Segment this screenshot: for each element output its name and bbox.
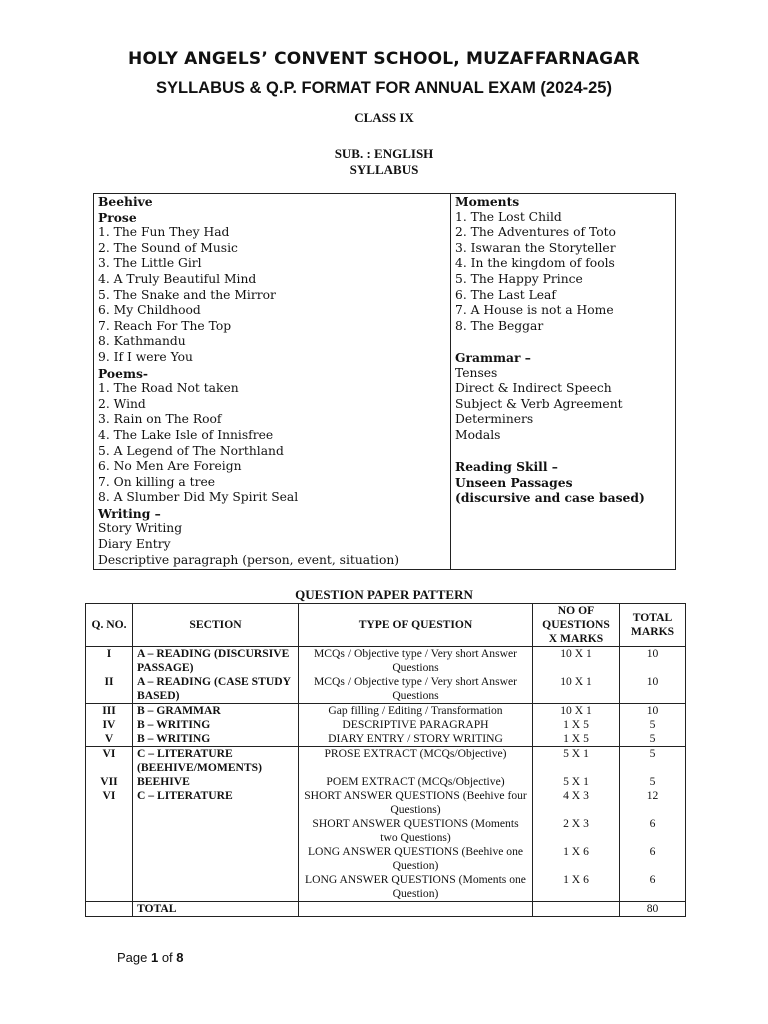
syllabus-item: (discursive and case based): [455, 490, 645, 506]
cell-type: DIARY ENTRY / STORY WRITING: [299, 732, 533, 747]
cell-qno: III: [86, 704, 133, 719]
question-paper-table: [85, 603, 686, 917]
syllabus-item: Unseen Passages: [455, 474, 573, 490]
cell-noq: 10 X 1: [533, 704, 620, 719]
school-title: HOLY ANGELS’ CONVENT SCHOOL, MUZAFFARNAGAR: [128, 49, 640, 69]
cell-section: [133, 845, 299, 873]
cell-total: 5: [620, 775, 686, 789]
cell-total: 10: [620, 675, 686, 704]
cell-type: POEM EXTRACT (MCQs/Objective): [299, 775, 533, 789]
cell-type: PROSE EXTRACT (MCQs/Objective): [299, 747, 533, 776]
syllabus-item: Subject & Verb Agreement: [455, 396, 623, 411]
cell-type: MCQs / Objective type / Very short Answer Questions: [299, 675, 533, 704]
subject-label: SUB. : ENGLISH: [334, 146, 434, 161]
page-prefix: Page: [117, 950, 151, 965]
syllabus-item: 9. If I were You: [98, 349, 193, 364]
total-empty-cell: [299, 902, 533, 917]
cell-section: C – LITERATURE: [133, 789, 299, 817]
cell-total: 6: [620, 845, 686, 873]
cell-section: [133, 873, 299, 902]
syllabus-item: 4. A Truly Beautiful Mind: [98, 271, 257, 286]
cell-type: LONG ANSWER QUESTIONS (Moments one Question): [299, 873, 533, 902]
syllabus-item: 6. No Men Are Foreign: [98, 459, 242, 474]
cell-noq: 2 X 3: [533, 817, 620, 845]
cell-type: DESCRIPTIVE PARAGRAPH: [299, 718, 533, 732]
table-row: [86, 647, 686, 676]
cell-qno: [86, 873, 133, 902]
syllabus-item: 6. The Last Leaf: [455, 287, 556, 302]
syllabus-item: Poems-: [98, 365, 148, 381]
syllabus-item: Tenses: [455, 365, 498, 380]
table-row: [86, 789, 686, 817]
cell-total: 10: [620, 647, 686, 676]
syllabus-item: 3. The Little Girl: [98, 256, 202, 271]
syllabus-item: 3. Rain on The Roof: [98, 412, 222, 427]
syllabus-left-column: [94, 194, 451, 569]
header-total: TOTAL MARKS: [620, 604, 686, 647]
syllabus-item: Determiners: [455, 412, 534, 427]
table-header-row: [86, 604, 686, 647]
syllabus-item: 8. Kathmandu: [98, 334, 186, 349]
syllabus-item: 4. The Lake Isle of Innisfree: [98, 427, 274, 442]
cell-total: 5: [620, 718, 686, 732]
cell-total: 5: [620, 747, 686, 776]
table-row: [86, 732, 686, 747]
cell-total: 10: [620, 704, 686, 719]
page-total: 8: [176, 950, 184, 965]
table-row: [86, 873, 686, 902]
total-row: [86, 902, 686, 917]
syllabus-item: Writing –: [98, 505, 161, 521]
cell-total: 12: [620, 789, 686, 817]
page-mid: of: [158, 950, 177, 965]
cell-noq: 5 X 1: [533, 747, 620, 776]
cell-total: 6: [620, 817, 686, 845]
header-qno: Q. NO.: [86, 604, 133, 647]
syllabus-item: 8. A Slumber Did My Spirit Seal: [98, 490, 299, 505]
class-label: CLASS IX: [354, 110, 414, 125]
header-noq: NO OF QUESTIONS X MARKS: [533, 604, 620, 647]
cell-section: BEEHIVE: [133, 775, 299, 789]
syllabus-item: [455, 444, 671, 460]
syllabus-item: 3. Iswaran the Storyteller: [455, 240, 616, 255]
syllabus-item: Beehive: [98, 194, 153, 209]
cell-qno: I: [86, 647, 133, 676]
syllabus-item: 4. In the kingdom of fools: [455, 256, 615, 271]
syllabus-item: 2. The Sound of Music: [98, 240, 238, 255]
page-current: 1: [150, 950, 159, 965]
syllabus-box: [93, 193, 676, 570]
cell-type: SHORT ANSWER QUESTIONS (Beehive four Questions): [299, 789, 533, 817]
cell-type: LONG ANSWER QUESTIONS (Beehive one Question): [299, 845, 533, 873]
header-section: SECTION: [133, 604, 299, 647]
syllabus-item: 1. The Road Not taken: [98, 381, 239, 396]
cell-noq: 1 X 5: [533, 732, 620, 747]
cell-section: B – GRAMMAR: [133, 704, 299, 719]
syllabus-item: Moments: [455, 194, 520, 209]
cell-section: A – READING (DISCURSIVE PASSAGE): [133, 647, 299, 676]
cell-qno: V: [86, 732, 133, 747]
syllabus-item: 2. Wind: [98, 396, 146, 411]
syllabus-item: 1. The Lost Child: [455, 209, 562, 224]
syllabus-item: [455, 334, 671, 350]
table-row: [86, 817, 686, 845]
syllabus-item: 7. A House is not a Home: [455, 303, 614, 318]
table-row: [86, 845, 686, 873]
syllabus-item: 2. The Adventures of Toto: [455, 225, 616, 240]
page-number: [117, 950, 184, 965]
document-subtitle: SYLLABUS & Q.P. FORMAT FOR ANNUAL EXAM (2024-25): [156, 79, 612, 97]
cell-total: 5: [620, 732, 686, 747]
question-paper-pattern-title: QUESTION PAPER PATTERN: [295, 587, 473, 602]
cell-qno: [86, 817, 133, 845]
syllabus-right-column: [451, 194, 675, 569]
cell-noq: 5 X 1: [533, 775, 620, 789]
cell-section: B – WRITING: [133, 732, 299, 747]
syllabus-item: Modals: [455, 427, 501, 442]
cell-section: C – LITERATURE (BEEHIVE/MOMENTS): [133, 747, 299, 776]
cell-qno: VI: [86, 747, 133, 776]
cell-total: 6: [620, 873, 686, 902]
cell-qno: VII: [86, 775, 133, 789]
table-row: [86, 747, 686, 776]
cell-noq: 1 X 5: [533, 718, 620, 732]
total-empty-cell: [533, 902, 620, 917]
cell-type: Gap filling / Editing / Transformation: [299, 704, 533, 719]
syllabus-item: 7. On killing a tree: [98, 474, 216, 489]
cell-section: A – READING (CASE STUDY BASED): [133, 675, 299, 704]
cell-qno: II: [86, 675, 133, 704]
syllabus-item: 5. The Happy Prince: [455, 271, 583, 286]
table-row: [86, 718, 686, 732]
syllabus-item: Prose: [98, 209, 137, 225]
cell-qno: VI: [86, 789, 133, 817]
cell-noq: 4 X 3: [533, 789, 620, 817]
cell-noq: 10 X 1: [533, 647, 620, 676]
table-row: [86, 704, 686, 719]
syllabus-item: 8. The Beggar: [455, 318, 544, 333]
syllabus-item: Grammar –: [455, 349, 531, 365]
header-type: TYPE OF QUESTION: [299, 604, 533, 647]
syllabus-item: 7. Reach For The Top: [98, 318, 232, 333]
question-paper-body: [86, 647, 686, 917]
cell-noq: 1 X 6: [533, 873, 620, 902]
cell-type: SHORT ANSWER QUESTIONS (Moments two Questions): [299, 817, 533, 845]
total-empty-cell: [86, 902, 133, 917]
syllabus-item: 6. My Childhood: [98, 303, 201, 318]
cell-section: B – WRITING: [133, 718, 299, 732]
total-label: TOTAL: [133, 902, 299, 917]
syllabus-item: Descriptive paragraph (person, event, situation): [98, 552, 400, 567]
syllabus-item: Story Writing: [98, 521, 183, 536]
cell-qno: [86, 845, 133, 873]
cell-qno: IV: [86, 718, 133, 732]
cell-noq: 10 X 1: [533, 675, 620, 704]
syllabus-item: Diary Entry: [98, 537, 171, 552]
cell-section: [133, 817, 299, 845]
syllabus-item: Reading Skill –: [455, 459, 558, 475]
syllabus-item: 5. The Snake and the Mirror: [98, 287, 276, 302]
syllabus-item: 5. A Legend of The Northland: [98, 443, 284, 458]
cell-noq: 1 X 6: [533, 845, 620, 873]
total-value: 80: [620, 902, 686, 917]
table-row: [86, 775, 686, 789]
syllabus-heading: SYLLABUS: [349, 162, 419, 177]
cell-type: MCQs / Objective type / Very short Answer Questions: [299, 647, 533, 676]
syllabus-item: 1. The Fun They Had: [98, 225, 230, 240]
syllabus-item: Direct & Indirect Speech: [455, 381, 612, 396]
table-row: [86, 675, 686, 704]
